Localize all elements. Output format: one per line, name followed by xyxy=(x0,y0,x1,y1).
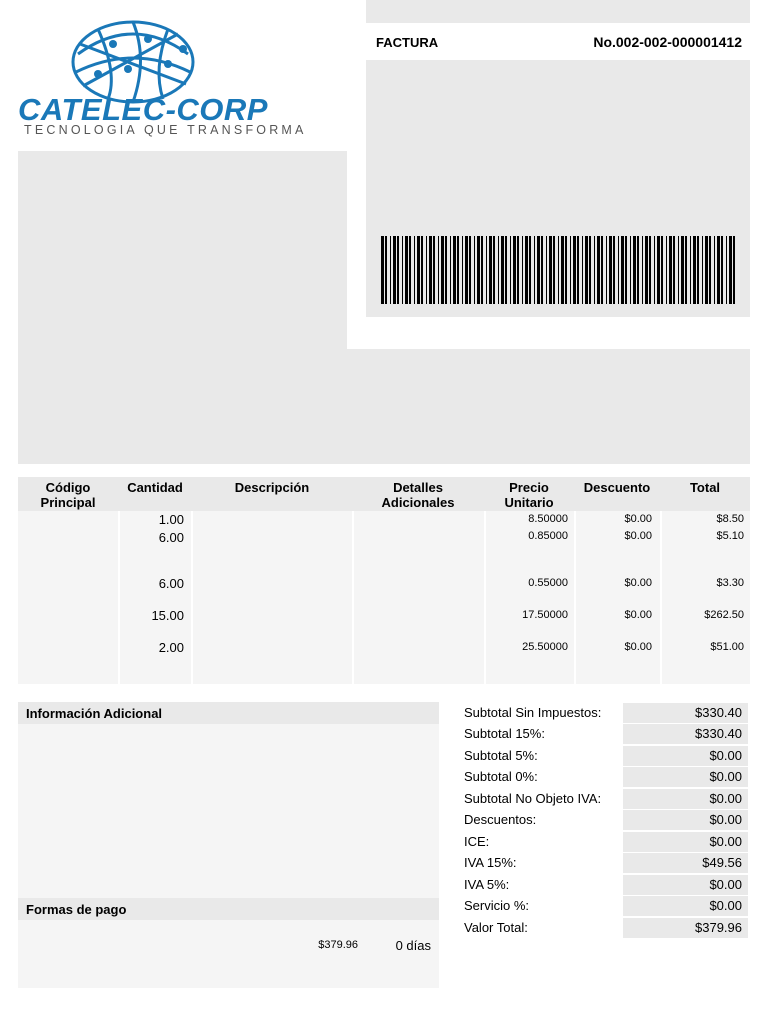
totals-label: Subtotal 0%: xyxy=(464,769,538,784)
totals-label: IVA 15%: xyxy=(464,855,517,870)
additional-info-title: Información Adicional xyxy=(26,706,163,721)
payment-body xyxy=(18,920,439,988)
totals-value: $330.40 xyxy=(623,724,748,744)
row-quantity: 15.00 xyxy=(151,608,184,623)
column-divider xyxy=(484,511,486,684)
totals-label: ICE: xyxy=(464,834,490,849)
row-total: $51.00 xyxy=(710,641,744,653)
items-table-header xyxy=(18,477,750,511)
row-quantity: 6.00 xyxy=(158,576,184,591)
header-codigo: Código Principal xyxy=(40,480,96,510)
header-precio: Precio Unitario xyxy=(504,480,554,510)
header-descripcion: Descripción xyxy=(234,480,310,495)
totals-value: $0.00 xyxy=(623,832,748,852)
totals-label: Subtotal 15%: xyxy=(464,726,545,741)
header-top-bar xyxy=(366,0,750,23)
row-quantity: 1.00 xyxy=(158,512,184,527)
totals-label: Valor Total: xyxy=(464,920,528,935)
column-divider xyxy=(574,511,576,684)
column-divider xyxy=(660,511,662,684)
payment-term: 0 días xyxy=(395,938,431,953)
header-total: Total xyxy=(689,480,721,495)
header-cantidad: Cantidad xyxy=(127,480,183,495)
column-divider xyxy=(191,511,193,684)
totals-value: $0.00 xyxy=(623,875,748,895)
row-quantity: 2.00 xyxy=(158,640,184,655)
header-detalles: Detalles Adicionales xyxy=(381,480,455,510)
totals-label: Descuentos: xyxy=(464,812,537,827)
totals-label: IVA 5%: xyxy=(464,877,510,892)
barcode-icon xyxy=(381,236,737,304)
row-quantity: 6.00 xyxy=(158,530,184,545)
row-discount: $0.00 xyxy=(624,641,652,653)
row-total: $262.50 xyxy=(704,609,744,621)
column-divider xyxy=(352,511,354,684)
totals-label: Subtotal No Objeto IVA: xyxy=(464,791,602,806)
totals-value: $0.00 xyxy=(623,810,748,830)
row-total: $8.50 xyxy=(716,513,744,525)
totals-value: $0.00 xyxy=(623,746,748,766)
row-discount: $0.00 xyxy=(624,577,652,589)
totals-value: $0.00 xyxy=(623,896,748,916)
row-unit-price: 8.50000 xyxy=(528,513,568,525)
totals-label: Servicio %: xyxy=(464,898,530,913)
totals-value: $49.56 xyxy=(623,853,748,873)
payment-title: Formas de pago xyxy=(26,902,127,917)
issuer-info-box xyxy=(18,151,347,464)
company-name: CATELEC-CORP xyxy=(18,92,268,127)
buyer-info-box xyxy=(347,349,750,464)
totals-label: Subtotal 5%: xyxy=(464,748,538,763)
totals-value: $379.96 xyxy=(623,918,748,938)
row-total: $5.10 xyxy=(716,530,744,542)
totals-value: $0.00 xyxy=(623,767,748,787)
row-unit-price: 25.50000 xyxy=(522,641,568,653)
row-unit-price: 0.55000 xyxy=(528,577,568,589)
company-tagline: TECNOLOGIA QUE TRANSFORMA xyxy=(24,123,307,137)
invoice-number: No.002-002-000001412 xyxy=(593,34,742,50)
row-unit-price: 0.85000 xyxy=(528,530,568,542)
row-discount: $0.00 xyxy=(624,609,652,621)
header-descuento: Descuento xyxy=(583,480,651,495)
row-discount: $0.00 xyxy=(624,513,652,525)
invoice-title: FACTURA xyxy=(376,35,439,50)
row-unit-price: 17.50000 xyxy=(522,609,568,621)
totals-value: $330.40 xyxy=(623,703,748,723)
row-discount: $0.00 xyxy=(624,530,652,542)
totals-label: Subtotal Sin Impuestos: xyxy=(464,705,602,720)
payment-amount: $379.96 xyxy=(318,939,358,951)
totals-value: $0.00 xyxy=(623,789,748,809)
additional-info-body xyxy=(18,724,439,898)
row-total: $3.30 xyxy=(716,577,744,589)
